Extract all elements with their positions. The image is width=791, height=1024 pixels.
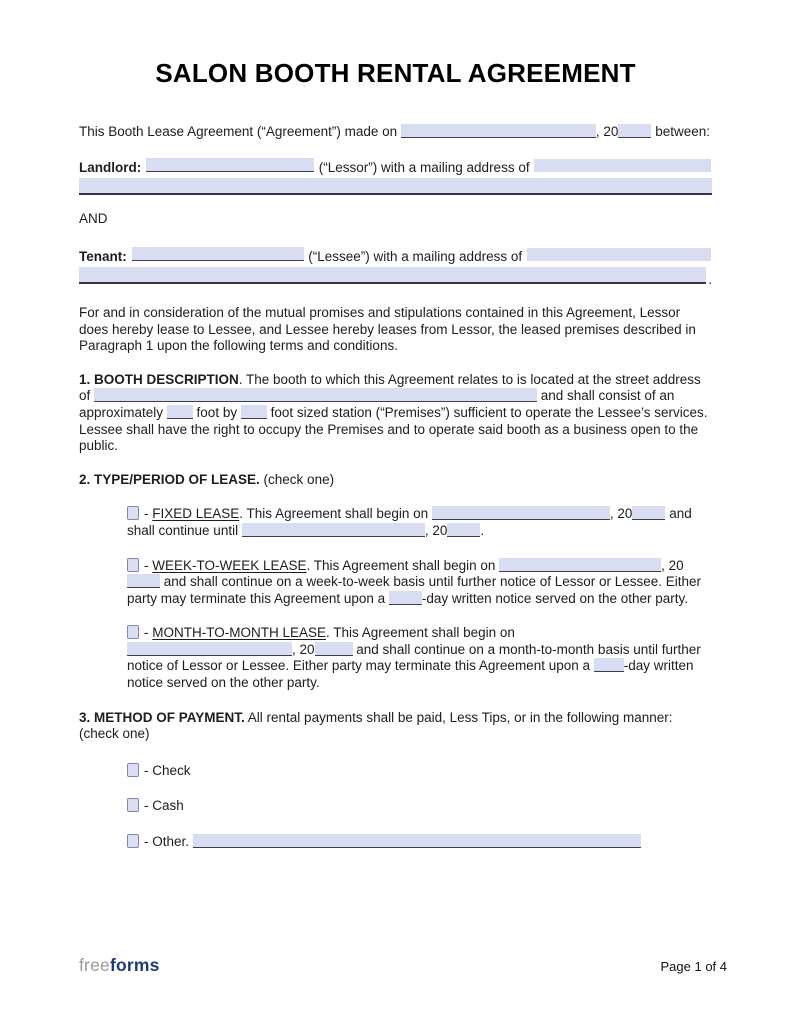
landlord-name-field[interactable] — [146, 158, 314, 172]
fixed-start-date-field[interactable] — [432, 506, 610, 520]
landlord-label: Landlord — [79, 159, 137, 175]
tenant-colon: : — [122, 248, 131, 264]
tenant-text: (“Lessee”) with a mailing address of — [304, 248, 526, 264]
month-notice-days-field[interactable] — [594, 658, 624, 672]
checkbox-check-payment[interactable] — [127, 763, 139, 777]
month-lease-text-2: , 20 — [292, 641, 315, 657]
fixed-lease-item — [79, 506, 712, 539]
tenant-name-field[interactable] — [132, 247, 304, 261]
fixed-lease-text-5: . — [480, 522, 485, 538]
landlord-colon: : — [136, 159, 145, 175]
section3-paragraph — [79, 710, 712, 743]
section3-text: All rental payments shall be paid, Less Tips, or in the following manner: (check one) — [79, 709, 673, 742]
agreement-year-field[interactable] — [618, 124, 651, 138]
checkbox-month-to-month-lease[interactable] — [127, 625, 139, 639]
month-start-year-field[interactable] — [315, 642, 353, 656]
cash-option-label: - Cash — [144, 798, 184, 814]
logo-forms-text: forms — [109, 955, 160, 976]
tenant-address-row — [79, 267, 712, 289]
fixed-lease-text-4: , 20 — [424, 522, 448, 538]
section1-text-4: foot sized station (“Premises”) sufficient to operate the Lessee’s services. Lessee shall have the right to occupy the Premises and to operate said booth as a business open to the public. — [79, 404, 708, 454]
month-lease-dash: - — [144, 625, 153, 641]
page-footer — [79, 957, 727, 976]
week-notice-days-field[interactable] — [389, 591, 422, 605]
landlord-address-field-start[interactable] — [534, 159, 711, 172]
recital-paragraph: For and in consideration of the mutual promises and stipulations contained in this Agreement, Lessor does hereby lease to Lessee, and Lessee hereby leases from Lessor, the leased premises described in Paragraph 1 upon the following terms and conditions. — [79, 304, 696, 354]
tenant-period: . — [708, 272, 712, 288]
week-lease-text-3: 20 — [668, 557, 684, 573]
document-title: SALON BOOTH RENTAL AGREEMENT — [155, 58, 636, 88]
tenant-label: Tenant — [79, 248, 123, 264]
checkbox-week-to-week-lease[interactable] — [127, 558, 139, 572]
station-length-field[interactable] — [241, 405, 267, 419]
landlord-block — [79, 158, 712, 196]
section3-heading: 3. METHOD OF PAYMENT. — [79, 709, 245, 725]
station-width-field[interactable] — [167, 405, 193, 419]
week-lease-text-4: and shall continue on a week-to-week basis until further notice of Lessor or Lessee. Either party may terminate this Agreement upon a — [127, 574, 702, 606]
fixed-end-date-field[interactable] — [242, 523, 425, 537]
and-separator: AND — [79, 211, 108, 227]
tenant-address-field[interactable] — [79, 267, 706, 284]
intro-text-1: This Booth Lease Agreement (“Agreement”) made on — [79, 124, 401, 139]
week-lease-text-2: , — [661, 557, 669, 573]
landlord-line — [79, 158, 712, 177]
landlord-address-field[interactable] — [79, 178, 712, 195]
section1-paragraph — [79, 372, 712, 455]
tenant-block — [79, 247, 712, 289]
agreement-date-field[interactable] — [401, 124, 596, 138]
intro-text-3: between: — [651, 124, 710, 139]
week-lease-name: WEEK-TO-WEEK LEASE — [152, 557, 307, 573]
week-start-year-field[interactable] — [127, 574, 160, 588]
payment-option-other — [79, 834, 712, 851]
section1-heading: 1. BOOTH DESCRIPTION — [79, 371, 239, 387]
fixed-lease-text-3: and shall continue until — [127, 506, 692, 538]
fixed-lease-text-1: . This Agreement shall begin on — [239, 506, 432, 522]
section2-subtext: (check one) — [259, 471, 335, 487]
logo-free-text: free — [79, 955, 110, 976]
fixed-lease-text-2: , 20 — [609, 506, 633, 522]
fixed-start-year-field[interactable] — [632, 506, 665, 520]
section1-text-3: foot by — [192, 404, 241, 420]
month-lease-text-3: and shall continue on a month-to-month basis until further notice of Lessor or Lessee. Either party may terminate this Agreement upon a — [127, 641, 701, 674]
checkbox-fixed-lease[interactable] — [127, 506, 139, 520]
landlord-text: (“Lessor”) with a mailing address of — [315, 159, 534, 175]
month-lease-name: MONTH-TO-MONTH LEASE — [152, 625, 327, 641]
week-lease-text-1: . This Agreement shall begin on — [306, 557, 500, 573]
section1-text-1: . The booth to which this Agreement relates to is located at the street address of — [79, 371, 701, 404]
checkbox-other-payment[interactable] — [127, 834, 139, 848]
tenant-line — [79, 247, 712, 266]
intro-paragraph — [79, 124, 712, 141]
week-to-week-lease-item — [79, 558, 712, 608]
week-lease-dash: - — [144, 557, 153, 573]
page-number: Page 1 of 4 — [660, 959, 727, 975]
freeforms-logo — [79, 957, 160, 974]
fixed-lease-dash: - — [144, 506, 153, 522]
payment-option-cash — [79, 798, 712, 815]
section2-heading: 2. TYPE/PERIOD OF LEASE. — [79, 471, 260, 487]
month-to-month-lease-item — [79, 625, 712, 691]
other-payment-field[interactable] — [193, 834, 641, 848]
month-start-date-field[interactable] — [127, 642, 292, 656]
check-option-label: - Check — [144, 762, 191, 778]
fixed-lease-name: FIXED LEASE — [152, 506, 240, 522]
checkbox-cash-payment[interactable] — [127, 798, 139, 812]
section1-text-2: and shall consist of an approximately — [79, 388, 675, 420]
other-option-label: - Other. — [144, 834, 193, 850]
month-lease-text-4: -day written notice served on the other party. — [127, 658, 694, 691]
fixed-end-year-field[interactable] — [447, 523, 480, 537]
week-start-date-field[interactable] — [499, 558, 661, 572]
tenant-address-field-start[interactable] — [527, 248, 711, 261]
month-lease-text-1: . This Agreement shall begin on — [326, 625, 515, 641]
payment-option-check — [79, 763, 712, 780]
intro-text-2: , 20 — [595, 124, 619, 139]
street-address-field[interactable] — [94, 388, 537, 402]
section2-heading-row — [79, 472, 712, 489]
week-lease-text-5: -day written notice served on the other party. — [421, 590, 689, 606]
